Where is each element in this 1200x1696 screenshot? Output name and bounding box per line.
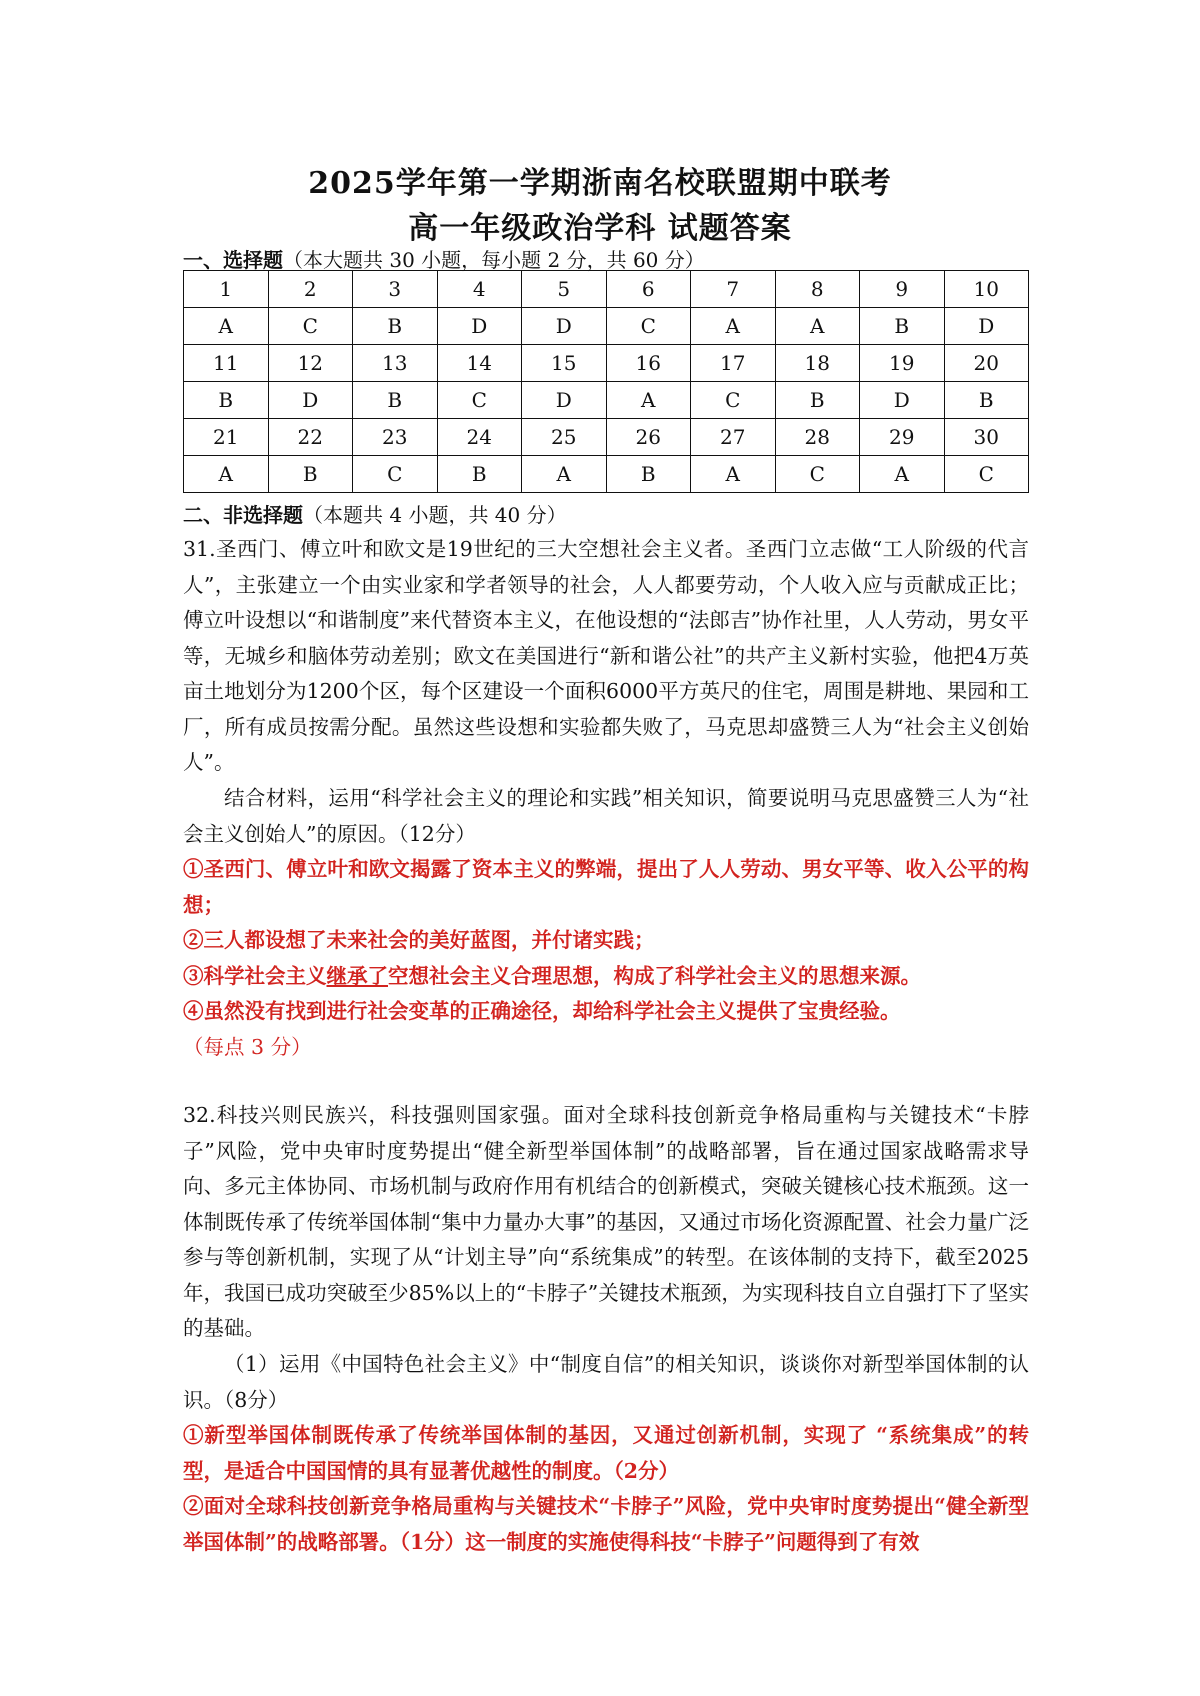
answer-cell: A (691, 456, 776, 493)
answer-cell: D (437, 308, 522, 345)
answer-cell: C (775, 456, 860, 493)
answer-cell: C (437, 382, 522, 419)
q32-answer (183, 1418, 1029, 1560)
question-number-cell: 15 (522, 345, 607, 382)
answer-cell: A (184, 456, 269, 493)
section-heading-note: （本大题共 30 小题，每小题 2 分，共 60 分） (283, 248, 705, 272)
question-number-cell: 3 (353, 271, 438, 308)
answer-cell: D (268, 382, 353, 419)
answer-cell: D (522, 382, 607, 419)
answer-table-answer-row (184, 308, 1029, 345)
section-heading-label: 一、选择题 (183, 248, 283, 272)
q31-answer-point-4: ④虽然没有找到进行社会变革的正确途径，却给科学社会主义提供了宝贵经验。 (183, 999, 901, 1023)
answer-table (183, 270, 1029, 493)
question-number-cell: 10 (944, 271, 1029, 308)
question-number-cell: 11 (184, 345, 269, 382)
q31-answer-point-1: ①圣西门、傅立叶和欧文揭露了资本主义的弊端，提出了人人劳动、男女平等、收入公平的构想； (183, 857, 1029, 917)
question-number-cell: 20 (944, 345, 1029, 382)
question-number-cell: 23 (353, 419, 438, 456)
question-number-cell: 9 (860, 271, 945, 308)
q31-material: 31.圣西门、傅立叶和欧文是19世纪的三大空想社会主义者。圣西门立志做“工人阶级的代言人”，主张建立一个由实业家和学者领导的社会，人人都要劳动，个人收入应与贡献成正比；傅立叶设想以“和谐制度”来代替资本主义，在他设想的“法郎吉”协作社里，人人劳动，男女平等，无城乡和脑体劳动差别；欧文在美国进行“新和谐公社”的共产主义新村实验，他把4万英亩土地划分为1200个区，每个区建设一个面积6000平方英尺的住宅，周围是耕地、果园和工厂，所有成员按需分配。虽然这些设想和实验都失败了，马克思却盛赞三人为“社会主义创始人”。 (183, 537, 1029, 774)
answer-cell: D (522, 308, 607, 345)
question-number-cell: 16 (606, 345, 691, 382)
section-multiple-choice-heading (183, 244, 705, 273)
question-number-cell: 25 (522, 419, 607, 456)
answer-cell: A (522, 456, 607, 493)
q32-answer-point-2: ②面对全球科技创新竞争格局重构与关键技术“卡脖子”风险，党中央审时度势提出“健全新型举国体制”的战略部署。（1分）这一制度的实施使得科技“卡脖子”问题得到了有效 (183, 1494, 1029, 1554)
answer-cell: C (944, 456, 1029, 493)
answer-table-answer-row (184, 456, 1029, 493)
answer-table-number-row (184, 345, 1029, 382)
question-number-cell: 17 (691, 345, 776, 382)
question-number-cell: 26 (606, 419, 691, 456)
section-non-choice-heading (183, 499, 567, 528)
section-heading-note: （本题共 4 小题，共 40 分） (303, 503, 567, 527)
q31-answer-point-3-a: ③科学社会主义 (183, 963, 327, 988)
question-number-cell: 4 (437, 271, 522, 308)
answer-cell: B (353, 308, 438, 345)
q31-answer-point-3 (183, 959, 1029, 995)
answer-cell: C (268, 308, 353, 345)
question-number-cell: 7 (691, 271, 776, 308)
q31-answer (183, 852, 1029, 1065)
q32-question-1: （1）运用《中国特色社会主义》中“制度自信”的相关知识，谈谈你对新型举国体制的认识。（8分） (183, 1352, 1029, 1412)
page-title: 2025学年第一学期浙南名校联盟期中联考 (308, 166, 892, 201)
question-number-cell: 5 (522, 271, 607, 308)
answer-cell: C (606, 308, 691, 345)
answer-cell: B (775, 382, 860, 419)
answer-cell: B (437, 456, 522, 493)
page-subtitle: 高一年级政治学科 试题答案 (408, 211, 792, 246)
question-number-cell: 2 (268, 271, 353, 308)
question-number-cell: 8 (775, 271, 860, 308)
q31-answer-point-3-b: 空想社会主义合理思想，构成了科学社会主义的思想来源。 (388, 963, 921, 988)
answer-cell: A (606, 382, 691, 419)
question-number-cell: 22 (268, 419, 353, 456)
answer-cell: D (944, 308, 1029, 345)
answer-cell: B (860, 308, 945, 345)
answer-cell: B (944, 382, 1029, 419)
answer-table-number-row (184, 271, 1029, 308)
answer-table-number-row (184, 419, 1029, 456)
q31-answer-point-3-underlined: 继承了 (326, 963, 388, 988)
question-number-cell: 30 (944, 419, 1029, 456)
answer-table-answer-row (184, 382, 1029, 419)
answer-cell: A (775, 308, 860, 345)
question-number-cell: 28 (775, 419, 860, 456)
answer-cell: B (353, 382, 438, 419)
question-number-cell: 27 (691, 419, 776, 456)
q31-answer-point-2: ②三人都设想了未来社会的美好蓝图，并付诸实践； (183, 928, 655, 952)
answer-cell: A (691, 308, 776, 345)
answer-cell: C (691, 382, 776, 419)
question-number-cell: 19 (860, 345, 945, 382)
question-number-cell: 12 (268, 345, 353, 382)
q31-question: 结合材料，运用“科学社会主义的理论和实践”相关知识，简要说明马克思盛赞三人为“社会主义创始人”的原因。（12分） (183, 786, 1029, 846)
answer-cell: C (353, 456, 438, 493)
question-number-cell: 6 (606, 271, 691, 308)
q32-material: 32.科技兴则民族兴，科技强则国家强。面对全球科技创新竞争格局重构与关键技术“卡脖子”风险，党中央审时度势提出“健全新型举国体制”的战略部署，旨在通过国家战略需求导向、多元主体协同、市场机制与政府作用有机结合的创新模式，突破关键核心技术瓶颈。这一体制既传承了传统举国体制“集中力量办大事”的基因，又通过市场化资源配置、社会力量广泛参与等创新机制，实现了从“计划主导”向“系统集成”的转型。在该体制的支持下，截至2025年，我国已成功突破至少85%以上的“卡脖子”关键技术瓶颈，为实现科技自立自强打下了坚实的基础。 (183, 1103, 1029, 1340)
question-number-cell: 24 (437, 419, 522, 456)
question-number-cell: 1 (184, 271, 269, 308)
section-heading-label: 二、非选择题 (183, 503, 303, 527)
answer-cell: D (860, 382, 945, 419)
answer-cell: A (184, 308, 269, 345)
question-number-cell: 21 (184, 419, 269, 456)
question-number-cell: 13 (353, 345, 438, 382)
answer-cell: B (268, 456, 353, 493)
question-number-cell: 14 (437, 345, 522, 382)
answer-cell: B (184, 382, 269, 419)
question-number-cell: 29 (860, 419, 945, 456)
answer-cell: A (860, 456, 945, 493)
answer-cell: B (606, 456, 691, 493)
q32-answer-point-1: ①新型举国体制既传承了传统举国体制的基因，又通过创新机制，实现了 “系统集成”的转型，是适合中国国情的具有显著优越性的制度。（2分） (183, 1423, 1029, 1483)
question-number-cell: 18 (775, 345, 860, 382)
q31-score-note: （每点 3 分） (183, 1034, 312, 1059)
